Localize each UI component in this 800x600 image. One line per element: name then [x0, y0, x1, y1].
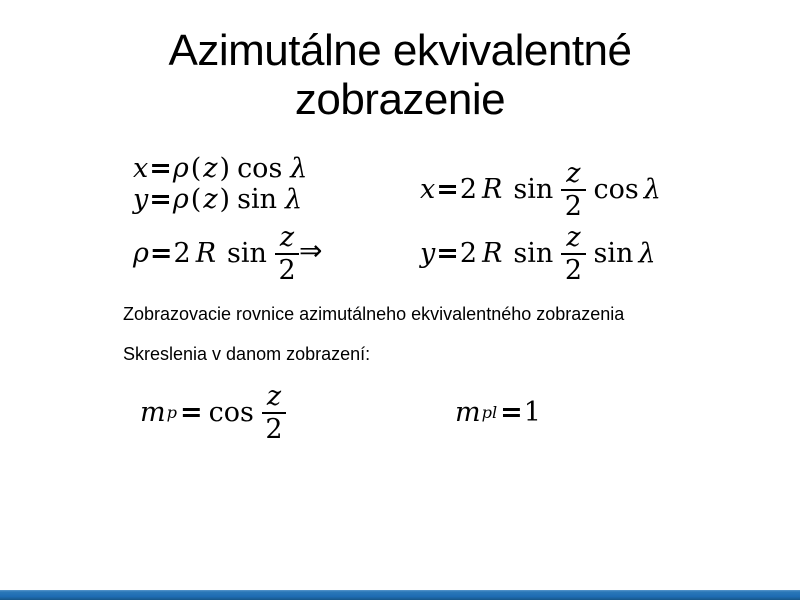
equation-xy-general — [133, 153, 307, 215]
implies-arrow-icon: ⇒ — [299, 234, 323, 267]
slide-title — [0, 26, 800, 124]
math-equals: = — [149, 237, 173, 269]
math-frac-denominator: 2 — [564, 254, 583, 286]
math-equals: = — [500, 396, 523, 428]
math-fn-cos: cos — [237, 153, 283, 184]
math-frac-numerator: z — [561, 223, 585, 255]
math-fraction-z-over-2 — [561, 159, 585, 220]
math-equals: = — [436, 237, 459, 269]
math-var-rho: ρ — [172, 184, 189, 215]
slide-title-line-1: Azimutálne ekvivalentné — [168, 26, 632, 75]
math-fraction-z-over-2 — [561, 223, 585, 284]
math-var-R: R — [482, 173, 503, 205]
math-var-lambda: λ — [290, 153, 308, 184]
math-frac-numerator: z — [262, 382, 286, 414]
equation-y-full — [420, 221, 656, 286]
math-var-lambda: λ — [643, 173, 661, 205]
math-frac-numerator: z — [561, 159, 585, 191]
math-fraction-z-over-2 — [262, 382, 286, 443]
math-var-y: y — [420, 237, 436, 269]
math-subscript-p: p — [166, 402, 177, 422]
math-var-x: x — [133, 153, 149, 184]
equation-x-general — [133, 153, 307, 184]
math-var-R: R — [482, 237, 503, 269]
math-equals: = — [149, 153, 172, 184]
equation-rho — [133, 221, 302, 286]
math-var-z: z — [203, 153, 218, 184]
math-subscript-pl: pl — [481, 402, 498, 422]
math-fn-sin: sin — [593, 237, 634, 269]
math-equals: = — [179, 396, 203, 428]
math-equals: = — [149, 184, 172, 215]
math-frac-denominator: 2 — [265, 413, 283, 445]
math-fraction-z-over-2 — [275, 223, 299, 284]
math-coef-2: 2 — [459, 237, 478, 269]
math-fn-sin: sin — [513, 173, 554, 205]
math-var-lambda: λ — [638, 237, 656, 269]
math-lparen: ( — [190, 153, 202, 184]
math-fn-sin: sin — [237, 184, 277, 215]
equation-mpl — [455, 383, 541, 441]
math-fn-sin: sin — [513, 237, 554, 269]
footer-accent-bar — [0, 590, 800, 600]
math-value-1: 1 — [523, 396, 541, 428]
equation-x-full — [420, 157, 661, 222]
math-var-lambda: λ — [284, 184, 303, 215]
math-var-z: z — [203, 184, 218, 215]
caption-projection-equations: Zobrazovacie rovnice azimutálneho ekvivalentného zobrazenia — [123, 304, 625, 324]
caption-distortions: Skreslenia v danom zobrazení: — [123, 344, 371, 364]
math-equals: = — [436, 173, 459, 205]
math-coef-2: 2 — [459, 173, 478, 205]
math-var-rho: ρ — [172, 153, 189, 184]
math-var-m: m — [140, 396, 166, 428]
math-frac-numerator: z — [275, 223, 299, 255]
math-frac-denominator: 2 — [564, 190, 582, 222]
math-frac-denominator: 2 — [278, 254, 296, 286]
slide-title-line-2: zobrazenie — [294, 75, 506, 124]
equation-mp — [140, 380, 289, 445]
math-fn-cos: cos — [593, 173, 639, 205]
equation-y-general — [133, 184, 307, 215]
math-var-x: x — [420, 173, 436, 205]
math-coef-2: 2 — [173, 237, 191, 269]
math-var-R: R — [195, 237, 217, 269]
math-fn-cos: cos — [208, 396, 254, 428]
math-var-m: m — [455, 396, 481, 428]
math-rparen: ) — [219, 184, 231, 215]
math-fn-sin: sin — [227, 237, 267, 269]
math-rparen: ) — [219, 153, 231, 184]
math-var-y: y — [133, 184, 149, 215]
math-var-rho: ρ — [133, 237, 149, 269]
math-lparen: ( — [190, 184, 202, 215]
